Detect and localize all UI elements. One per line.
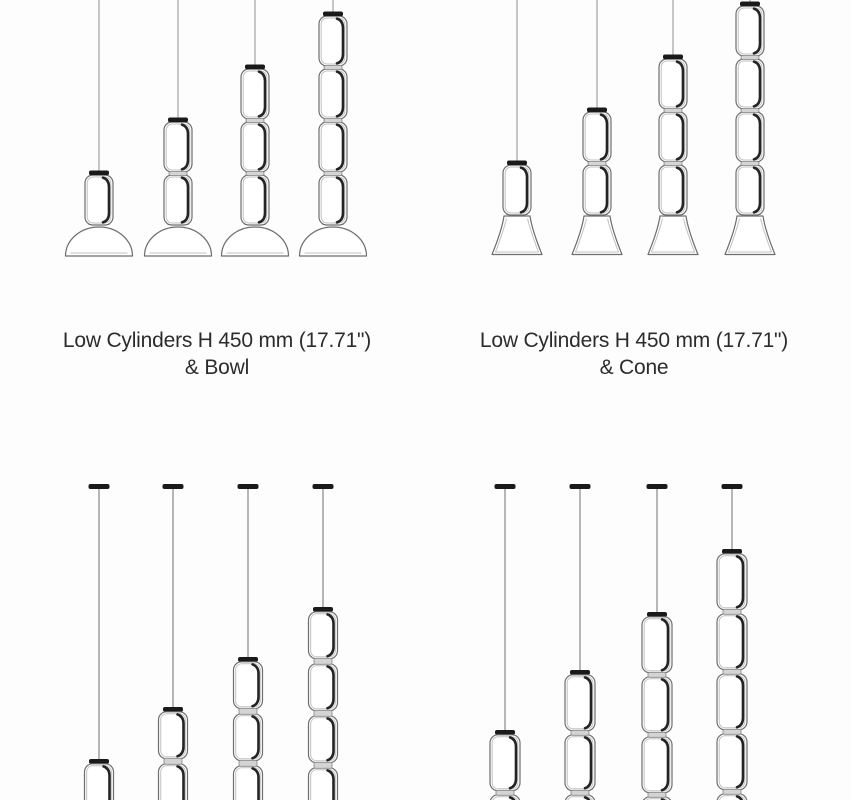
lamp-4-cylinders	[642, 484, 672, 800]
label-bowl-line1: Low Cylinders H 450 mm (17.71")	[62, 329, 372, 352]
lamp-4-cylinders	[309, 484, 338, 800]
lamp-bowl-4-cylinders	[300, 0, 367, 256]
lamp-cone-2-cylinders	[572, 0, 622, 255]
lamp-bowl-2-cylinders	[145, 0, 212, 256]
group-low-cylinders-cone	[492, 0, 775, 255]
group-low-cylinders-bowl	[66, 0, 367, 256]
lamp-cone-1-cylinders	[492, 0, 542, 255]
lamp-2-cylinders	[159, 484, 188, 800]
lamp-cone-3-cylinders	[648, 0, 698, 255]
lamp-bowl-3-cylinders	[222, 0, 289, 256]
group-pendant-stacks-left	[85, 484, 338, 800]
lamp-1-cylinders	[85, 484, 114, 800]
group-pendant-stacks-right	[490, 484, 747, 800]
label-low-cylinders-cone	[480, 327, 788, 381]
label-low-cylinders-bowl	[63, 327, 371, 381]
lamp-cone-4-cylinders	[725, 0, 775, 255]
lamp-2-cylinders	[490, 484, 520, 800]
lamp-5-cylinders	[717, 484, 747, 800]
lamp-3-cylinders	[234, 484, 263, 800]
label-bowl-line2: & Bowl	[184, 356, 250, 379]
label-cone-line2: & Cone	[599, 356, 669, 379]
label-cone-line1: Low Cylinders H 450 mm (17.71")	[479, 329, 789, 352]
lamp-bowl-1-cylinders	[66, 0, 133, 256]
lamp-3-cylinders	[565, 484, 595, 800]
